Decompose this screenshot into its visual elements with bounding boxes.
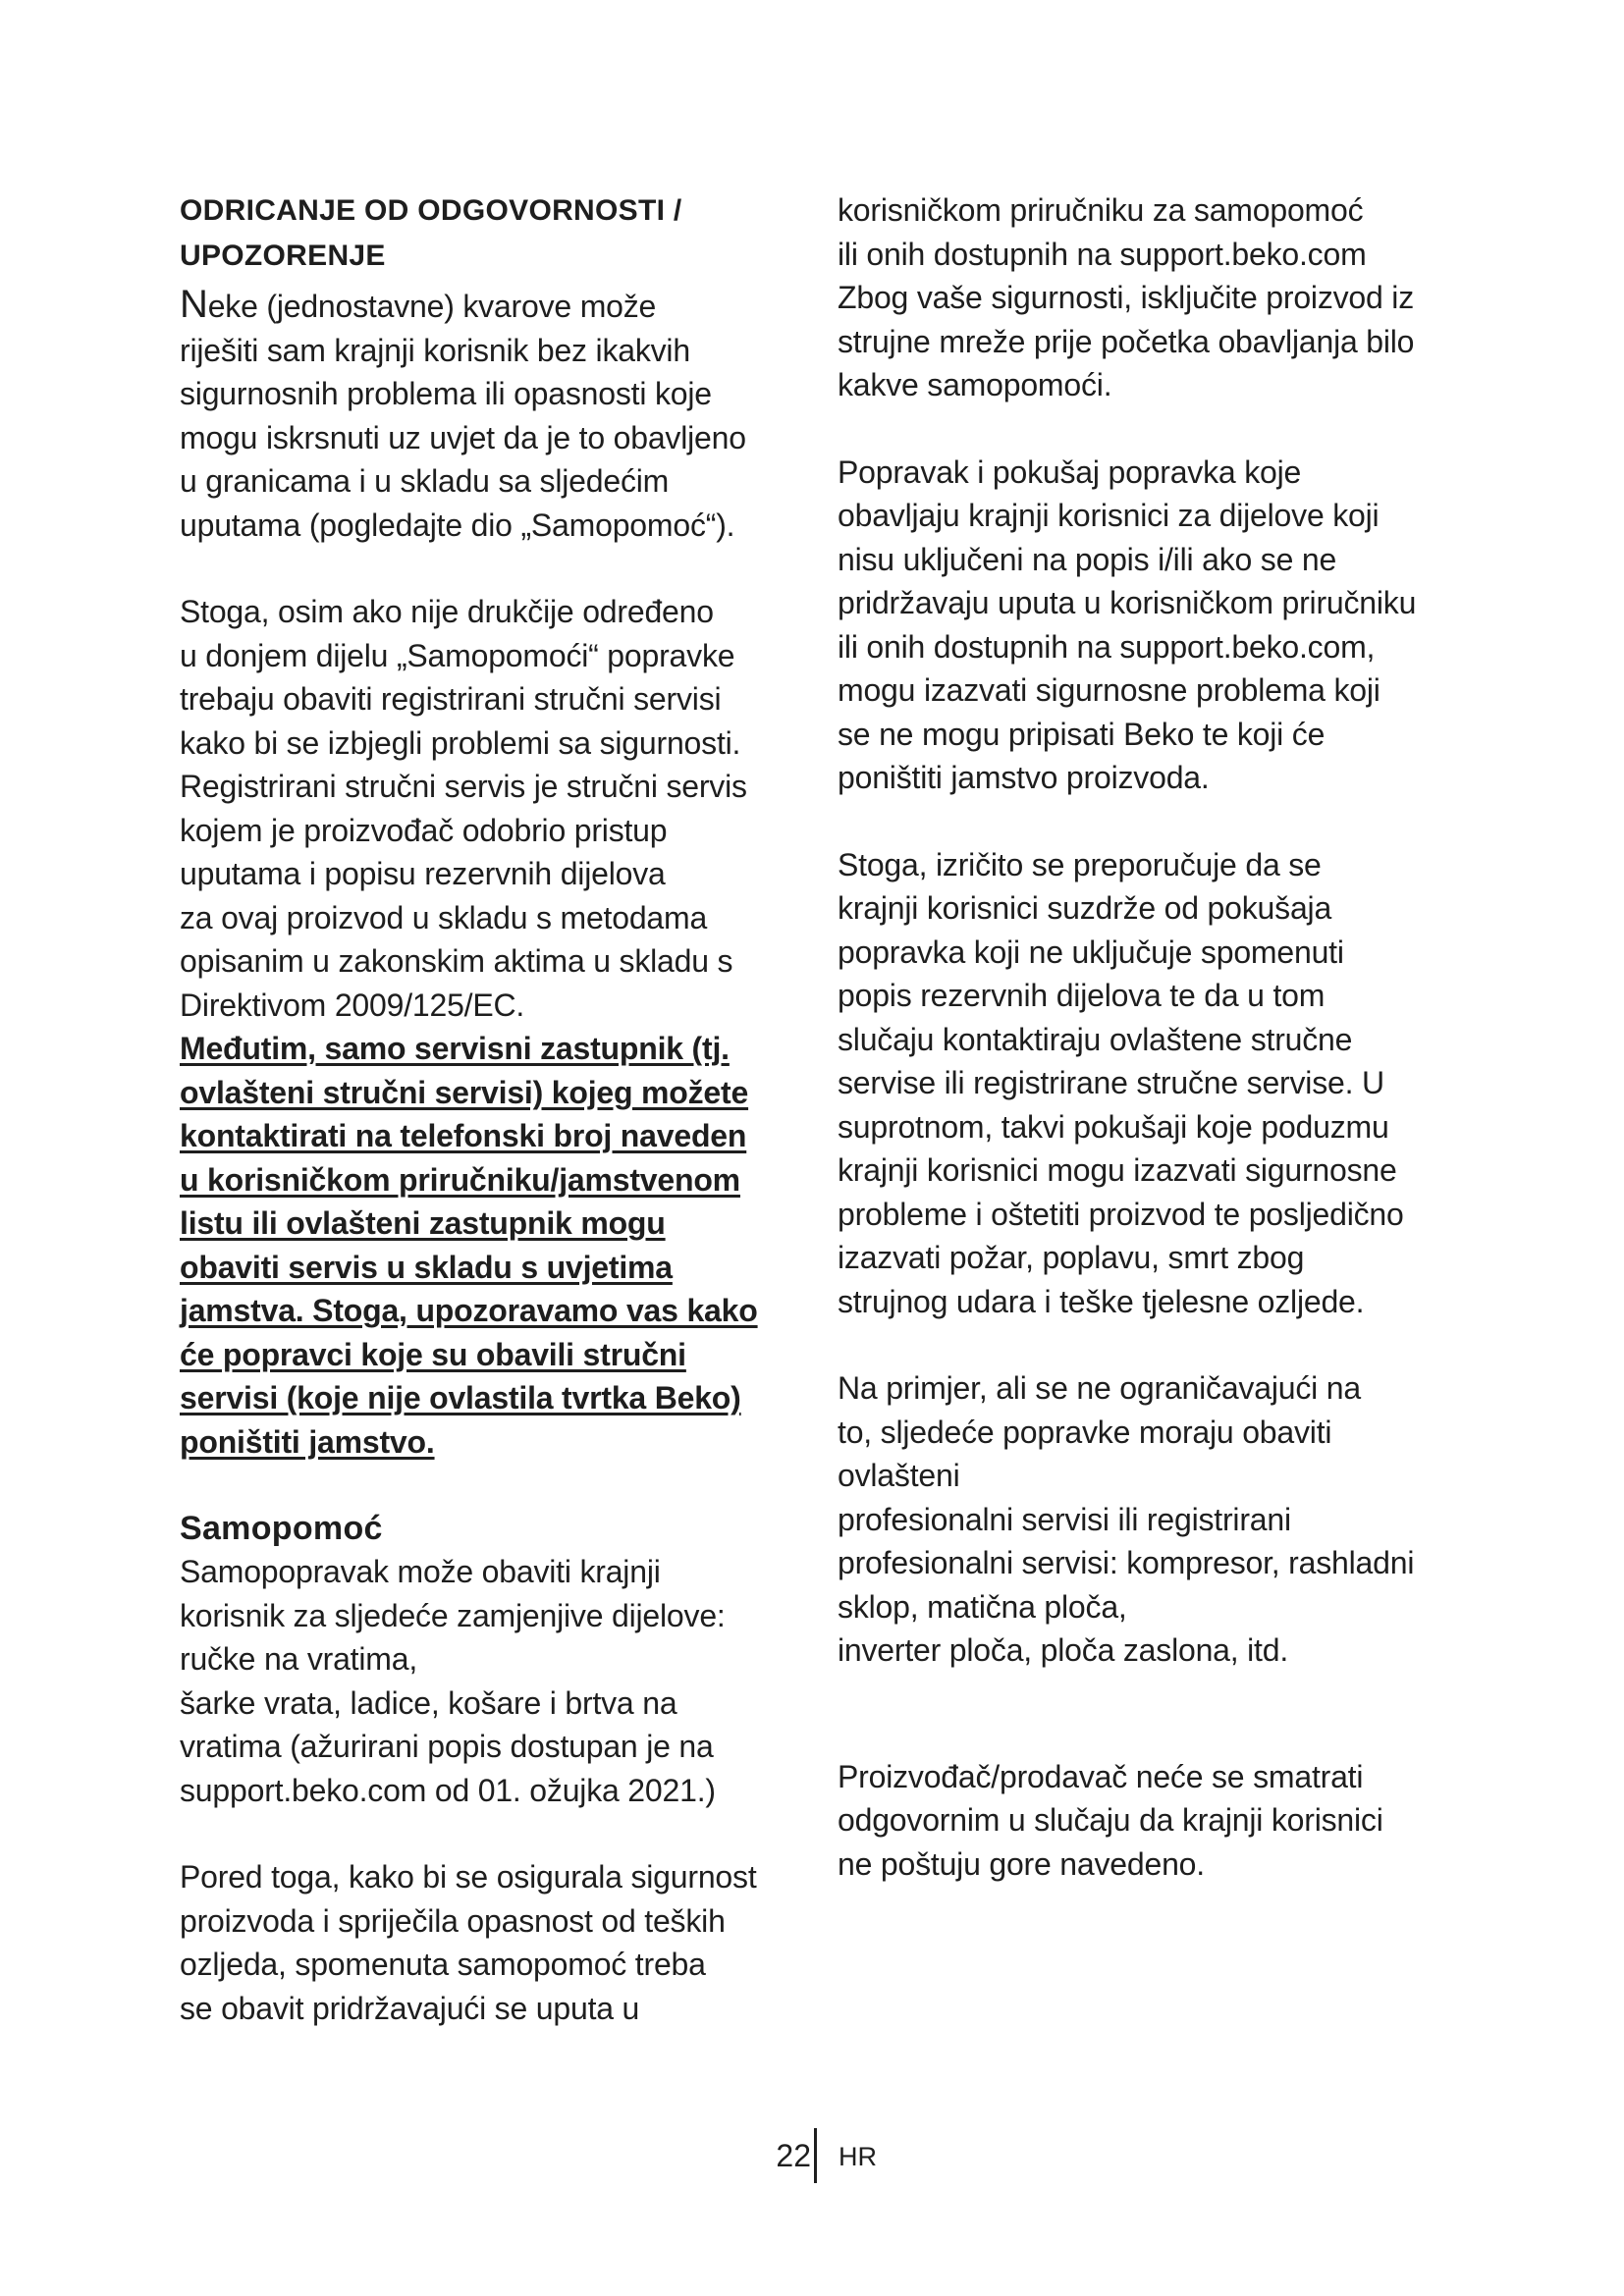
text-line: ozljeda, spomenuta samopomoć treba xyxy=(180,1947,706,1982)
text-line: ili onih dostupnih na support.beko.com, xyxy=(838,628,1376,665)
self-repair-paragraph xyxy=(180,1550,818,1812)
text-line: kakve samopomoći. xyxy=(838,367,1112,402)
text-line: profesionalni servisi: kompresor, rashladni xyxy=(838,1545,1415,1580)
text-line: korisnik za sljedeće zamjenjive dijelove: xyxy=(180,1597,726,1633)
text-line: mogu iskrsnuti uz uvjet da je to obavljeno xyxy=(180,419,746,455)
warning-line: Međutim, samo servisni zastupnik (tj. xyxy=(180,1031,730,1066)
text-line: pridržavaju uputa u korisničkom priručniku xyxy=(838,585,1417,620)
text-line: poništiti jamstvo proizvoda. xyxy=(838,760,1210,795)
text-line: Zbog vaše sigurnosti, isključite proizvod iz xyxy=(838,280,1415,315)
text-line: inverter ploča, ploča zaslona, itd. xyxy=(838,1632,1289,1668)
unauthorized-repair-paragraph xyxy=(838,451,1466,800)
text-line: nisu uključeni na popis i/ili ako se ne xyxy=(838,541,1337,577)
text-line: support.beko.com od 01. ožujka 2021.) xyxy=(180,1772,716,1808)
text-line: obavljaju krajnji korisnici za dijelove koji xyxy=(838,498,1380,533)
text-line: strujne mreže prije početka obavljanja bilo xyxy=(838,323,1415,359)
text-line: korisničkom priručniku za samopomoć xyxy=(838,192,1364,228)
text-line: ne poštuju gore navedeno. xyxy=(838,1845,1205,1882)
text-line: Registrirani stručni servis je stručni servis xyxy=(180,769,747,804)
example-paragraph xyxy=(838,1366,1466,1673)
text-line: izazvati požar, poplavu, smrt zbog xyxy=(838,1240,1305,1275)
text-line: Na primjer, ali se ne ograničavajući na xyxy=(838,1370,1361,1406)
text-line: ili onih dostupnih na support.beko.com xyxy=(838,236,1367,272)
liability-paragraph xyxy=(838,1755,1466,1887)
text-line: proizvoda i spriječila opasnost od teških xyxy=(180,1902,726,1939)
text-line: kako bi se izbjegli problemi sa sigurnosti. xyxy=(180,724,741,761)
heading-line: ODRICANJE OD ODGOVORNOSTI / xyxy=(180,194,682,227)
text-line: krajnji korisnici mogu izazvati sigurnosne xyxy=(838,1152,1397,1188)
text-line: uputama i popisu rezervnih dijelova xyxy=(180,856,666,891)
left-column xyxy=(180,188,818,2030)
text-line: popis rezervnih dijelova te da u tom xyxy=(838,978,1326,1013)
text-line: u granicama i u skladu sa sljedećim xyxy=(180,463,670,499)
right-column xyxy=(838,188,1466,1886)
page-footer xyxy=(0,2128,1624,2187)
text-line: Popravak i pokušaj popravka koje xyxy=(838,454,1302,490)
text-line: suprotnom, takvi pokušaji koje poduzmu xyxy=(838,1108,1389,1145)
text-line: riješiti sam krajnji korisnik bez ikakvih xyxy=(180,332,690,368)
text-line: krajnji korisnici suzdrže od pokušaja xyxy=(838,890,1332,926)
text-line: ručke na vratima, xyxy=(180,1641,418,1677)
self-help-heading: Samopomoć xyxy=(180,1510,383,1547)
recommendation-paragraph xyxy=(838,843,1466,1324)
footer-divider xyxy=(814,2128,817,2183)
text-line: Stoga, izričito se preporučuje da se xyxy=(838,846,1322,882)
text-line: slučaju kontaktiraju ovlaštene stručne xyxy=(838,1021,1353,1057)
continued-paragraph xyxy=(838,188,1466,407)
safety-paragraph xyxy=(180,1855,818,2030)
text-line: ovlašteni xyxy=(838,1458,960,1493)
warning-line: kontaktirati na telefonski broj naveden xyxy=(180,1118,747,1153)
text-line: Proizvođač/prodavač neće se smatrati xyxy=(838,1758,1364,1794)
page-number: 22 xyxy=(776,2138,811,2173)
warning-line: servisi (koje nije ovlastila tvrtka Beko) xyxy=(180,1380,741,1415)
text-line: opisanim u zakonskim aktima u skladu s xyxy=(180,943,733,979)
warranty-warning xyxy=(180,1027,818,1464)
text-line: Direktivom 2009/125/EC. xyxy=(180,987,525,1023)
disclaimer-heading xyxy=(180,188,818,279)
language-code: HR xyxy=(839,2142,877,2171)
warning-line: obaviti servis u skladu s uvjetima xyxy=(180,1249,673,1285)
text-line: uputama (pogledajte dio „Samopomoć“). xyxy=(180,507,735,543)
text-line: se ne mogu pripisati Beko te koji će xyxy=(838,716,1326,752)
text-line: Samopopravak može obaviti krajnji xyxy=(180,1554,661,1589)
text-line: odgovornim u slučaju da krajnji korisnici xyxy=(838,1802,1383,1838)
text-line: mogu izazvati sigurnosne problema koji xyxy=(838,672,1380,708)
text-line: šarke vrata, ladice, košare i brtva na xyxy=(180,1684,677,1721)
text-line: u donjem dijelu „Samopomoći“ popravke xyxy=(180,637,735,673)
warning-line: će popravci koje su obavili stručni xyxy=(180,1336,686,1372)
text-line: za ovaj proizvod u skladu s metodama xyxy=(180,899,708,935)
text-line: se obavit pridržavajući se uputa u xyxy=(180,1990,640,2026)
text-line: servise ili registrirane stručne servise. U xyxy=(838,1065,1384,1100)
warning-line: listu ili ovlašteni zastupnik mogu xyxy=(180,1205,666,1241)
registered-service-paragraph xyxy=(180,590,818,1027)
text-line: popravka koji ne uključuje spomenuti xyxy=(838,934,1344,970)
text-line: to, sljedeće popravke moraju obaviti xyxy=(838,1414,1332,1450)
text-line: Neke (jednostavne) kvarove može xyxy=(180,283,657,326)
text-line: Pored toga, kako bi se osigurala sigurnost xyxy=(180,1859,757,1895)
text-line: kojem je proizvođač odobrio pristup xyxy=(180,812,668,848)
text-line: strujnog udara i teške tjelesne ozljede. xyxy=(838,1283,1365,1319)
text-line: profesionalni servisi ili registrirani xyxy=(838,1501,1291,1537)
intro-paragraph xyxy=(180,283,818,547)
text-line: vratima (ažurirani popis dostupan je na xyxy=(180,1729,714,1764)
heading-line: UPOZORENJE xyxy=(180,240,386,272)
text-line: sigurnosnih problema ili opasnosti koje xyxy=(180,376,712,411)
text-line: Stoga, osim ako nije drukčije određeno xyxy=(180,594,714,629)
text-line: sklop, matična ploča, xyxy=(838,1588,1127,1625)
warning-line: ovlašteni stručni servisi) kojeg možete xyxy=(180,1074,749,1110)
text-line: probleme i oštetiti proizvod te posljedično xyxy=(838,1196,1404,1232)
warning-line: u korisničkom priručniku/jamstvenom xyxy=(180,1161,740,1198)
warning-line: jamstva. Stoga, upozoravamo vas kako xyxy=(180,1293,758,1328)
text-line: trebaju obaviti registrirani stručni servisi xyxy=(180,681,722,717)
warning-line: poništiti jamstvo. xyxy=(180,1423,435,1460)
